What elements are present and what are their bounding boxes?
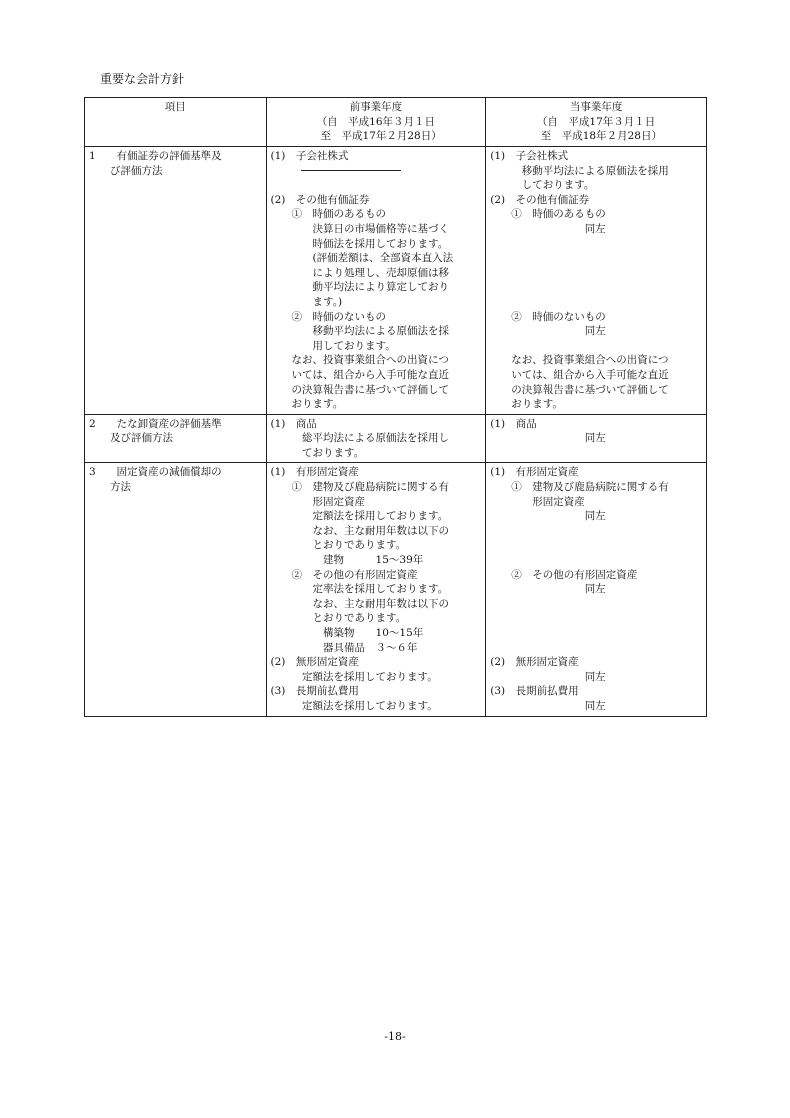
row-prev-inventory [266,414,486,463]
text-line [490,641,702,656]
text-line: ております。 [270,446,365,459]
text-line: なお、主な耐用年数は以下の [270,597,450,610]
text-line: 同左 [490,583,606,596]
text-line: なお、投資事業組合への出資につ [490,354,669,367]
header-prev-title: 前事業年度 [349,101,403,113]
text-line: ① 建物及び鹿島病院に関する有 [270,481,450,494]
text-line: 同左 [490,510,606,523]
text-line: ① 時価のあるもの [490,208,606,221]
header-prev-from: （自 平成16年３月１日 [316,115,436,128]
row-item-securities [85,147,267,415]
text-line: 同左 [490,325,606,338]
text-line: の決算報告書に基づいて評価して [270,383,450,396]
table-row [85,414,707,463]
item-line: 2 たな卸資産の評価基準 [89,417,222,430]
text-line: の決算報告書に基づいて評価して [490,383,669,396]
text-line: なお、主な耐用年数は以下の [270,524,450,537]
text-line: により処理し、売却原価は移 [270,266,450,279]
header-curr-title: 当事業年度 [569,101,623,113]
text-line [490,538,702,553]
text-line [490,266,702,281]
header-prev-year [266,98,486,147]
text-line: (2) 無形固定資産 [270,656,359,669]
text-line [490,524,702,539]
text-line: 動平均法により算定しており [270,281,450,294]
text-line [490,237,702,252]
text-line: とおりであります。 [270,539,407,552]
text-line [490,280,702,295]
text-line: しております。 [490,179,595,192]
text-line: 建物 15～39年 [270,554,424,567]
text-line: 同左 [490,670,606,683]
row-prev-depreciation [266,463,486,716]
text-line: おります。 [490,398,563,411]
page-number: -18- [384,1030,406,1043]
text-line [490,597,702,612]
text-line: 同左 [490,222,606,235]
row-curr-depreciation [486,463,707,716]
text-line: (1) 子会社株式 [490,150,569,162]
text-line: いては、組合から入手可能な直近 [270,368,450,381]
row-item-inventory [85,414,267,463]
text-line: (3) 長期前払費用 [490,685,579,698]
text-line: ① 時価のあるもの [270,208,387,221]
text-line [490,251,702,266]
item-line: 方法 [89,481,131,494]
text-line: とおりであります。 [270,612,407,625]
text-line: 移動平均法による原価法を採 [270,325,450,338]
text-line: (1) 商品 [490,417,537,430]
text-line: 定率法を採用しております。 [270,583,449,596]
header-prev-to: 至 平成17年２月28日） [310,130,442,143]
header-item [85,98,267,147]
not-applicable-dash [271,164,482,179]
text-line: 形固定資産 [270,495,366,508]
text-line: なお、投資事業組合への出資につ [270,354,449,367]
item-line: 及び評価方法 [89,432,173,445]
text-line: 用しております。 [270,339,396,352]
text-line: 定額法を採用しております。 [270,699,438,712]
text-line: 決算日の市場価格等に基づく [270,222,450,235]
text-line: (2) 無形固定資産 [490,656,579,669]
text-line: ② 時価のないもの [270,310,387,323]
text-line: 同左 [490,432,606,445]
text-line [490,295,702,310]
table-row [85,463,707,716]
text-line [271,178,482,193]
text-line: ① 建物及び鹿島病院に関する有 [490,481,669,494]
text-line: ② その他の有形固定資産 [270,568,418,581]
text-line: (3) 長期前払費用 [270,685,359,698]
text-line: 同左 [490,699,606,712]
text-line [490,553,702,568]
header-item-label: 項目 [164,101,186,113]
text-line: 構築物 10～15年 [270,627,424,639]
text-line: (2) その他有価証券 [490,193,590,206]
text-line: (1) 商品 [270,417,317,430]
text-line: ます。) [270,295,343,308]
text-line: (評価差額は、全部資本直入法 [270,252,454,265]
text-line: 移動平均法による原価法を採用 [490,164,669,177]
accounting-policy-table [84,97,707,717]
section-title: 重要な会計方針 [100,72,185,86]
text-line: 定額法を採用しております。 [270,670,438,683]
text-line: 総平均法による原価法を採用し [270,432,450,445]
text-line [490,339,702,354]
row-prev-securities [266,147,486,415]
text-line: (2) その他有価証券 [270,193,370,206]
text-line: (1) 子会社株式 [270,150,349,162]
text-line: 定額法を採用しております。 [270,510,449,523]
text-line [490,446,702,461]
row-item-depreciation [85,463,267,716]
item-line: 1 有価証券の評価基準及 [89,150,222,162]
text-line: いては、組合から入手可能な直近 [490,368,669,381]
text-line: 器具備品 ３～６年 [270,641,418,654]
table-row [85,147,707,415]
text-line: おります。 [270,398,344,411]
text-line: ② 時価のないもの [490,310,606,323]
row-curr-securities [486,147,707,415]
text-line: 形固定資産 [490,495,585,508]
text-line: (1) 有形固定資産 [490,466,579,479]
item-line: 3 固定資産の減価償却の [89,466,222,479]
header-curr-from: （自 平成17年３月１日 [536,115,656,128]
text-line [490,611,702,626]
header-curr-year [486,98,707,147]
text-line: 時価法を採用しております。 [270,237,449,250]
text-line [490,626,702,641]
item-line: び評価方法 [89,164,163,177]
row-curr-inventory [486,414,707,463]
text-line: ② その他の有形固定資産 [490,568,638,581]
text-line: (1) 有形固定資産 [270,466,359,479]
header-row [85,98,707,147]
header-curr-to: 至 平成18年２月28日） [530,130,662,143]
